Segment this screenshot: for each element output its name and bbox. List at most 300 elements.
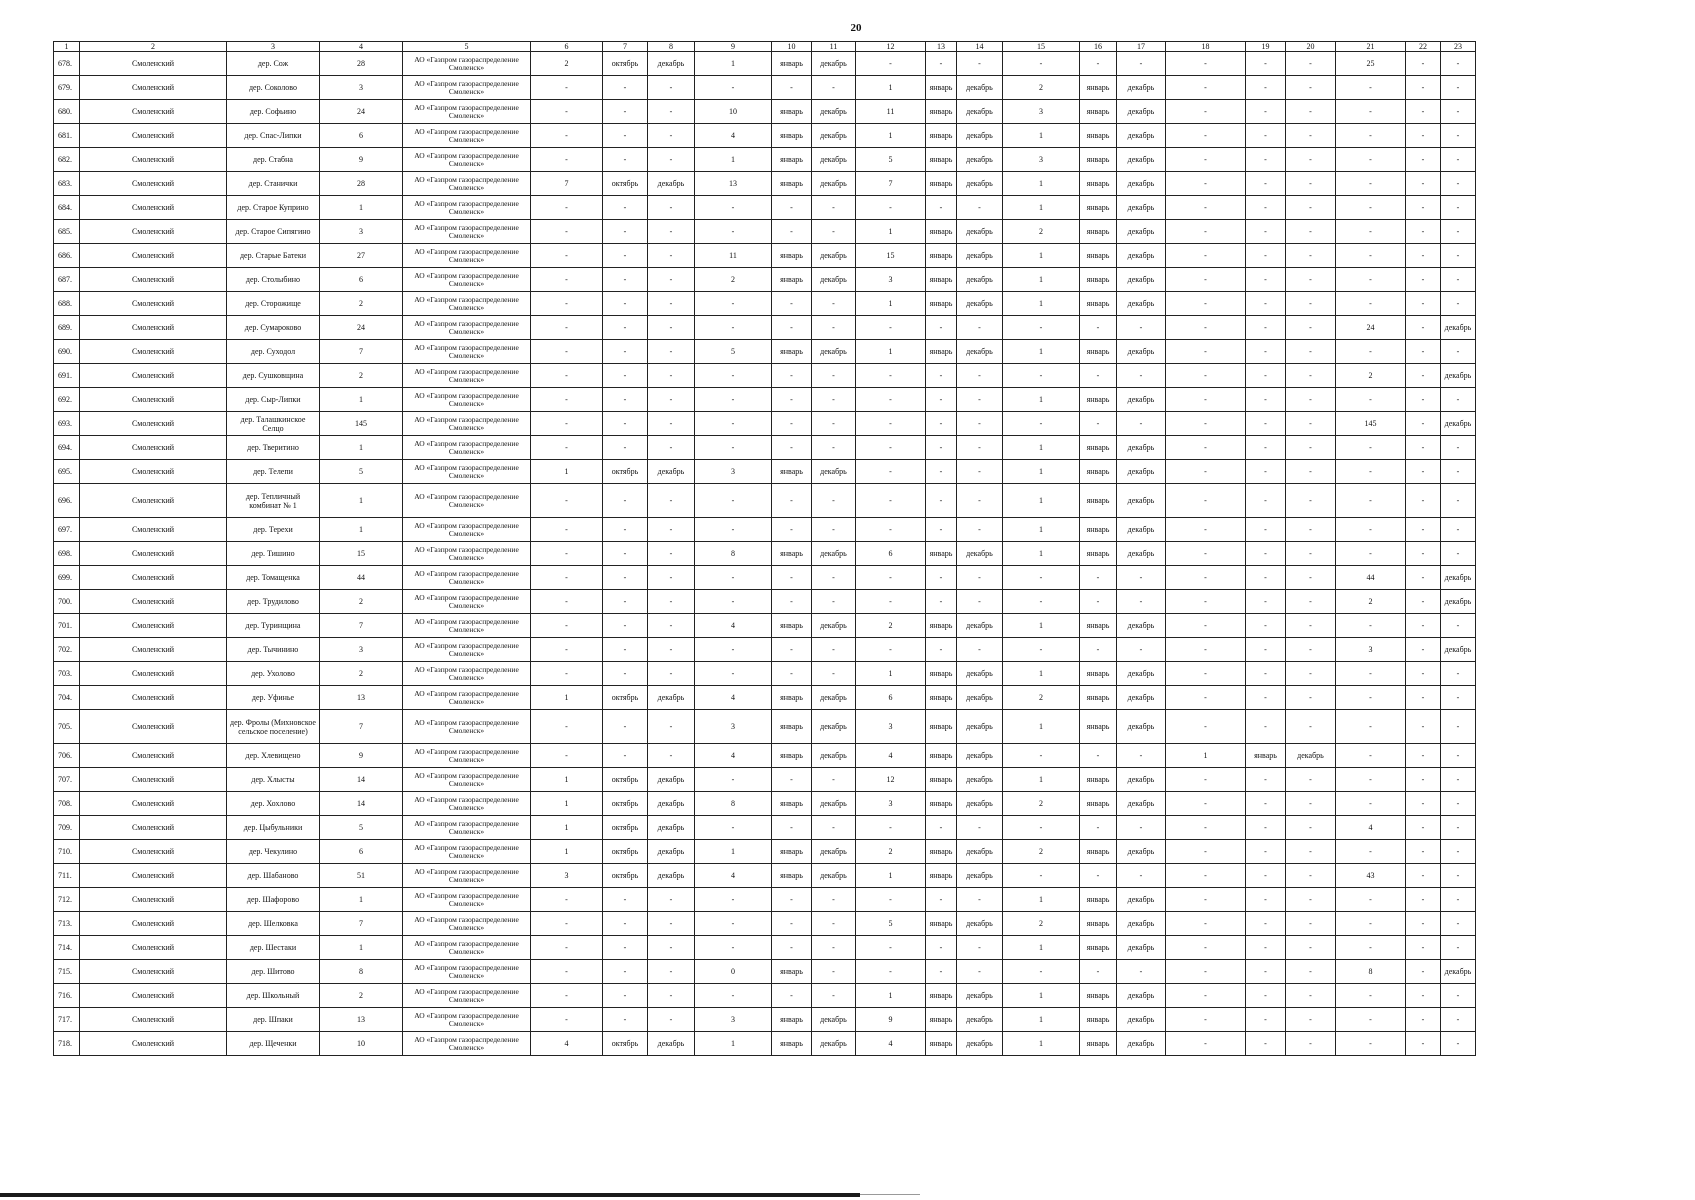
table-cell: Смоленский [80, 984, 227, 1008]
column-header: 15 [1003, 42, 1080, 52]
table-cell: - [1441, 792, 1476, 816]
table-cell: дер. Шафорово [227, 888, 320, 912]
table-cell: - [926, 816, 957, 840]
table-cell: 10 [320, 1032, 403, 1056]
table-cell: Смоленский [80, 364, 227, 388]
table-cell: - [1246, 888, 1286, 912]
table-cell: - [926, 518, 957, 542]
table-cell: - [1441, 52, 1476, 76]
table-cell: - [1336, 436, 1406, 460]
table-cell: - [957, 936, 1003, 960]
table-cell: Смоленский [80, 172, 227, 196]
table-cell: дер. Терехи [227, 518, 320, 542]
table-cell: - [531, 316, 603, 340]
table-cell: - [1246, 244, 1286, 268]
table-cell: - [1406, 316, 1441, 340]
column-header: 14 [957, 42, 1003, 52]
table-cell: - [1166, 614, 1246, 638]
column-header: 20 [1286, 42, 1336, 52]
table-cell: январь [926, 984, 957, 1008]
table-cell: январь [926, 220, 957, 244]
table-cell: дер. Станички [227, 172, 320, 196]
table-cell: - [1441, 936, 1476, 960]
table-cell: - [1286, 244, 1336, 268]
table-cell: декабрь [1117, 220, 1166, 244]
table-cell: 3 [320, 76, 403, 100]
table-cell: - [1166, 768, 1246, 792]
table-cell: - [772, 220, 812, 244]
table-cell: - [1246, 316, 1286, 340]
table-cell: январь [926, 662, 957, 686]
table-cell: декабрь [812, 124, 856, 148]
table-cell: - [1406, 196, 1441, 220]
table-cell: - [1166, 912, 1246, 936]
column-header: 2 [80, 42, 227, 52]
table-cell: - [856, 460, 926, 484]
table-cell: дер. Щеченки [227, 1032, 320, 1056]
table-cell: - [772, 888, 812, 912]
table-cell: декабрь [957, 662, 1003, 686]
table-cell: - [603, 518, 648, 542]
table-cell: - [1246, 960, 1286, 984]
table-cell: 6 [856, 686, 926, 710]
table-cell: январь [1080, 912, 1117, 936]
table-cell: - [695, 412, 772, 436]
table-cell: - [695, 220, 772, 244]
table-cell: дер. Старое Куприно [227, 196, 320, 220]
table-cell: 1 [1003, 710, 1080, 744]
table-cell: декабрь [812, 172, 856, 196]
table-cell: 716. [54, 984, 80, 1008]
table-cell: - [531, 124, 603, 148]
table-cell: декабрь [1441, 638, 1476, 662]
table-row [54, 710, 1476, 744]
table-cell: январь [1080, 1008, 1117, 1032]
table-cell: - [957, 566, 1003, 590]
table-cell: АО «Газпром газораспределение Смоленск» [403, 566, 531, 590]
table-cell: дер. Сож [227, 52, 320, 76]
table-cell: - [1441, 388, 1476, 412]
table-cell: - [1286, 614, 1336, 638]
table-cell: - [1406, 220, 1441, 244]
table-cell: - [1246, 840, 1286, 864]
table-cell: - [926, 566, 957, 590]
table-cell: январь [1080, 792, 1117, 816]
table-cell: - [1406, 960, 1441, 984]
table-cell: 7 [320, 614, 403, 638]
table-cell: 1 [320, 518, 403, 542]
table-cell: 5 [856, 148, 926, 172]
table-cell: - [1286, 864, 1336, 888]
table-cell: - [926, 388, 957, 412]
header-row [54, 42, 1476, 52]
table-cell: Смоленский [80, 292, 227, 316]
table-cell: 2 [1003, 792, 1080, 816]
table-cell: - [1336, 840, 1406, 864]
table-cell: декабрь [1117, 936, 1166, 960]
table-row [54, 100, 1476, 124]
table-cell: - [1406, 388, 1441, 412]
table-cell: 3 [695, 1008, 772, 1032]
table-cell: январь [1080, 662, 1117, 686]
table-cell: АО «Газпром газораспределение Смоленск» [403, 1008, 531, 1032]
table-cell: 686. [54, 244, 80, 268]
table-cell: - [1246, 710, 1286, 744]
table-row [54, 172, 1476, 196]
table-cell: - [1441, 864, 1476, 888]
table-cell: - [856, 484, 926, 518]
table-cell: - [926, 484, 957, 518]
table-cell: - [695, 662, 772, 686]
table-cell: январь [1080, 100, 1117, 124]
table-cell: 1 [1003, 1032, 1080, 1056]
table-cell: - [648, 542, 695, 566]
table-cell: январь [926, 340, 957, 364]
table-cell: - [1246, 590, 1286, 614]
table-cell: 1 [695, 148, 772, 172]
column-header: 3 [227, 42, 320, 52]
table-cell: - [1166, 638, 1246, 662]
table-cell: 1 [1003, 196, 1080, 220]
table-cell: Смоленский [80, 710, 227, 744]
table-row [54, 76, 1476, 100]
bottom-rule [0, 1193, 860, 1197]
table-cell: - [926, 196, 957, 220]
table-cell: - [603, 244, 648, 268]
table-row [54, 816, 1476, 840]
table-cell: 2 [1003, 76, 1080, 100]
table-cell: - [957, 388, 1003, 412]
table-cell: декабрь [957, 792, 1003, 816]
table-cell: - [772, 816, 812, 840]
table-cell: 8 [695, 542, 772, 566]
table-cell: - [772, 316, 812, 340]
table-row [54, 268, 1476, 292]
schedule-table-container [53, 41, 1476, 1056]
table-cell: АО «Газпром газораспределение Смоленск» [403, 662, 531, 686]
table-cell: 1 [695, 840, 772, 864]
table-cell: Смоленский [80, 100, 227, 124]
table-row [54, 124, 1476, 148]
table-cell: - [1003, 960, 1080, 984]
table-cell: декабрь [1441, 960, 1476, 984]
table-cell: 7 [856, 172, 926, 196]
table-cell: дер. Сыр-Липки [227, 388, 320, 412]
table-cell: 696. [54, 484, 80, 518]
table-cell: 688. [54, 292, 80, 316]
table-cell: - [1166, 412, 1246, 436]
table-cell: 704. [54, 686, 80, 710]
table-cell: - [648, 710, 695, 744]
table-cell: январь [772, 686, 812, 710]
table-cell: январь [926, 244, 957, 268]
table-cell: 2 [1003, 912, 1080, 936]
table-cell: - [695, 816, 772, 840]
table-cell: - [1246, 638, 1286, 662]
table-cell: январь [1080, 888, 1117, 912]
table-cell: октябрь [603, 686, 648, 710]
column-header: 9 [695, 42, 772, 52]
table-cell: - [1406, 364, 1441, 388]
table-cell: - [812, 984, 856, 1008]
table-cell: 12 [856, 768, 926, 792]
table-cell: дер. Шелковка [227, 912, 320, 936]
table-cell: - [1166, 172, 1246, 196]
table-cell: - [1117, 412, 1166, 436]
table-cell: 3 [856, 710, 926, 744]
table-cell: - [603, 364, 648, 388]
table-cell: - [1246, 984, 1286, 1008]
table-cell: - [1166, 888, 1246, 912]
table-cell: декабрь [1441, 412, 1476, 436]
table-cell: - [1117, 816, 1166, 840]
table-cell: дер. Старые Батеки [227, 244, 320, 268]
table-cell: - [1441, 888, 1476, 912]
table-cell: - [1406, 52, 1441, 76]
table-cell: - [812, 292, 856, 316]
table-cell: январь [772, 460, 812, 484]
table-cell: - [1246, 220, 1286, 244]
table-cell: - [926, 638, 957, 662]
column-header: 18 [1166, 42, 1246, 52]
table-cell: - [695, 590, 772, 614]
table-cell: - [957, 412, 1003, 436]
table-cell: 25 [1336, 52, 1406, 76]
table-cell: 13 [320, 1008, 403, 1032]
table-cell: январь [772, 1032, 812, 1056]
table-cell: - [1441, 76, 1476, 100]
column-header: 4 [320, 42, 403, 52]
table-cell: 1 [1003, 1008, 1080, 1032]
table-cell: январь [772, 52, 812, 76]
table-cell: 7 [320, 710, 403, 744]
table-cell: - [1441, 768, 1476, 792]
table-cell: 8 [695, 792, 772, 816]
table-cell: Смоленский [80, 244, 227, 268]
schedule-table-body [54, 42, 1476, 1056]
table-cell: - [1246, 542, 1286, 566]
table-cell: декабрь [957, 984, 1003, 1008]
table-cell: АО «Газпром газораспределение Смоленск» [403, 460, 531, 484]
table-cell: декабрь [1117, 792, 1166, 816]
table-cell: - [1080, 412, 1117, 436]
table-cell: 1 [320, 196, 403, 220]
table-cell: - [648, 364, 695, 388]
table-cell: январь [926, 1032, 957, 1056]
table-cell: - [648, 388, 695, 412]
table-cell: - [1246, 864, 1286, 888]
table-cell: - [531, 984, 603, 1008]
table-cell: - [1246, 100, 1286, 124]
table-cell: 6 [320, 268, 403, 292]
table-cell: декабрь [1117, 172, 1166, 196]
table-cell: дер. Сумароково [227, 316, 320, 340]
table-cell: - [1166, 460, 1246, 484]
table-cell: 709. [54, 816, 80, 840]
table-cell: 3 [531, 864, 603, 888]
table-cell: - [531, 936, 603, 960]
table-cell: - [531, 388, 603, 412]
table-cell: Смоленский [80, 662, 227, 686]
table-cell: декабрь [957, 148, 1003, 172]
table-cell: - [1246, 614, 1286, 638]
table-cell: - [1003, 316, 1080, 340]
table-cell: декабрь [812, 1032, 856, 1056]
table-cell: декабрь [957, 220, 1003, 244]
table-cell: 2 [1336, 364, 1406, 388]
table-cell: - [531, 340, 603, 364]
table-cell: - [1003, 816, 1080, 840]
table-cell: дер. Сушковщина [227, 364, 320, 388]
table-cell: - [1406, 518, 1441, 542]
table-cell: - [603, 388, 648, 412]
table-cell: - [812, 220, 856, 244]
table-cell: - [1441, 148, 1476, 172]
table-cell: АО «Газпром газораспределение Смоленск» [403, 864, 531, 888]
table-cell: - [1406, 936, 1441, 960]
table-cell: - [1166, 864, 1246, 888]
table-cell: - [1246, 484, 1286, 518]
table-cell: - [957, 436, 1003, 460]
table-cell: - [812, 888, 856, 912]
table-cell: дер. Томащенка [227, 566, 320, 590]
table-cell: 7 [531, 172, 603, 196]
table-cell: - [695, 768, 772, 792]
table-cell: - [856, 590, 926, 614]
table-cell: - [1246, 816, 1286, 840]
table-cell: - [1336, 196, 1406, 220]
table-cell: декабрь [812, 244, 856, 268]
table-cell: - [1406, 912, 1441, 936]
table-cell: - [1336, 220, 1406, 244]
table-cell: декабрь [1441, 590, 1476, 614]
table-cell: - [1406, 1008, 1441, 1032]
table-cell: дер. Трудилово [227, 590, 320, 614]
table-cell: 1 [856, 76, 926, 100]
table-cell: январь [772, 960, 812, 984]
table-cell: - [1441, 710, 1476, 744]
table-cell: декабрь [1117, 912, 1166, 936]
table-cell: 2 [320, 984, 403, 1008]
table-cell: январь [772, 792, 812, 816]
table-cell: - [1003, 52, 1080, 76]
table-cell: - [1406, 100, 1441, 124]
table-cell: - [1286, 52, 1336, 76]
table-cell: декабрь [957, 542, 1003, 566]
table-cell: декабрь [1117, 436, 1166, 460]
table-cell: - [695, 388, 772, 412]
table-cell: - [1246, 412, 1286, 436]
table-cell: - [1166, 518, 1246, 542]
table-cell: - [1246, 340, 1286, 364]
table-cell: - [1166, 1008, 1246, 1032]
table-cell: - [531, 484, 603, 518]
table-cell: декабрь [957, 292, 1003, 316]
table-cell: январь [1080, 436, 1117, 460]
table-cell: 5 [856, 912, 926, 936]
table-cell: 1 [1003, 388, 1080, 412]
table-cell: - [1286, 100, 1336, 124]
table-cell: - [648, 888, 695, 912]
table-cell: 145 [320, 412, 403, 436]
table-cell: - [603, 196, 648, 220]
table-cell: декабрь [957, 76, 1003, 100]
table-cell: - [1166, 100, 1246, 124]
table-cell: 1 [856, 662, 926, 686]
table-cell: - [1080, 638, 1117, 662]
table-cell: 1 [1003, 768, 1080, 792]
table-cell: - [603, 960, 648, 984]
table-cell: декабрь [1117, 1032, 1166, 1056]
table-cell: - [1336, 172, 1406, 196]
table-cell: 14 [320, 792, 403, 816]
table-cell: январь [772, 1008, 812, 1032]
table-cell: - [1406, 76, 1441, 100]
table-cell: декабрь [957, 100, 1003, 124]
table-cell: дер. Талашкинское Селцо [227, 412, 320, 436]
table-cell: - [1441, 292, 1476, 316]
table-cell: - [1166, 364, 1246, 388]
table-cell: - [648, 196, 695, 220]
table-cell: 1 [1003, 436, 1080, 460]
table-cell: дер. Софьино [227, 100, 320, 124]
table-cell: - [1406, 244, 1441, 268]
table-cell: - [695, 364, 772, 388]
table-cell: АО «Газпром газораспределение Смоленск» [403, 340, 531, 364]
table-cell: 708. [54, 792, 80, 816]
table-cell: - [531, 744, 603, 768]
table-cell: - [1166, 840, 1246, 864]
table-cell: январь [1080, 768, 1117, 792]
table-cell: 680. [54, 100, 80, 124]
table-cell: Смоленский [80, 590, 227, 614]
table-cell: - [812, 960, 856, 984]
table-cell: 2 [1003, 840, 1080, 864]
column-header: 21 [1336, 42, 1406, 52]
table-cell: Смоленский [80, 436, 227, 460]
table-cell: Смоленский [80, 768, 227, 792]
table-cell: - [772, 518, 812, 542]
table-cell: АО «Газпром газораспределение Смоленск» [403, 172, 531, 196]
table-cell: 693. [54, 412, 80, 436]
table-cell: декабрь [648, 864, 695, 888]
table-cell: 13 [320, 686, 403, 710]
table-cell: АО «Газпром газораспределение Смоленск» [403, 268, 531, 292]
column-header: 13 [926, 42, 957, 52]
table-cell: 1 [320, 436, 403, 460]
table-cell: - [603, 590, 648, 614]
table-cell: - [772, 984, 812, 1008]
table-cell: АО «Газпром газораспределение Смоленск» [403, 124, 531, 148]
table-cell: дер. Шабаново [227, 864, 320, 888]
table-cell: - [1336, 912, 1406, 936]
table-cell: - [648, 316, 695, 340]
table-cell: Смоленский [80, 816, 227, 840]
table-row [54, 364, 1476, 388]
table-cell: - [531, 912, 603, 936]
table-cell: - [1441, 220, 1476, 244]
table-cell: - [603, 542, 648, 566]
table-cell: декабрь [812, 1008, 856, 1032]
table-cell: 1 [531, 460, 603, 484]
table-cell: - [1166, 686, 1246, 710]
table-cell: 13 [695, 172, 772, 196]
table-cell: - [648, 484, 695, 518]
table-cell: декабрь [812, 268, 856, 292]
table-cell: Смоленский [80, 566, 227, 590]
table-cell: - [603, 984, 648, 1008]
table-cell: Смоленский [80, 388, 227, 412]
